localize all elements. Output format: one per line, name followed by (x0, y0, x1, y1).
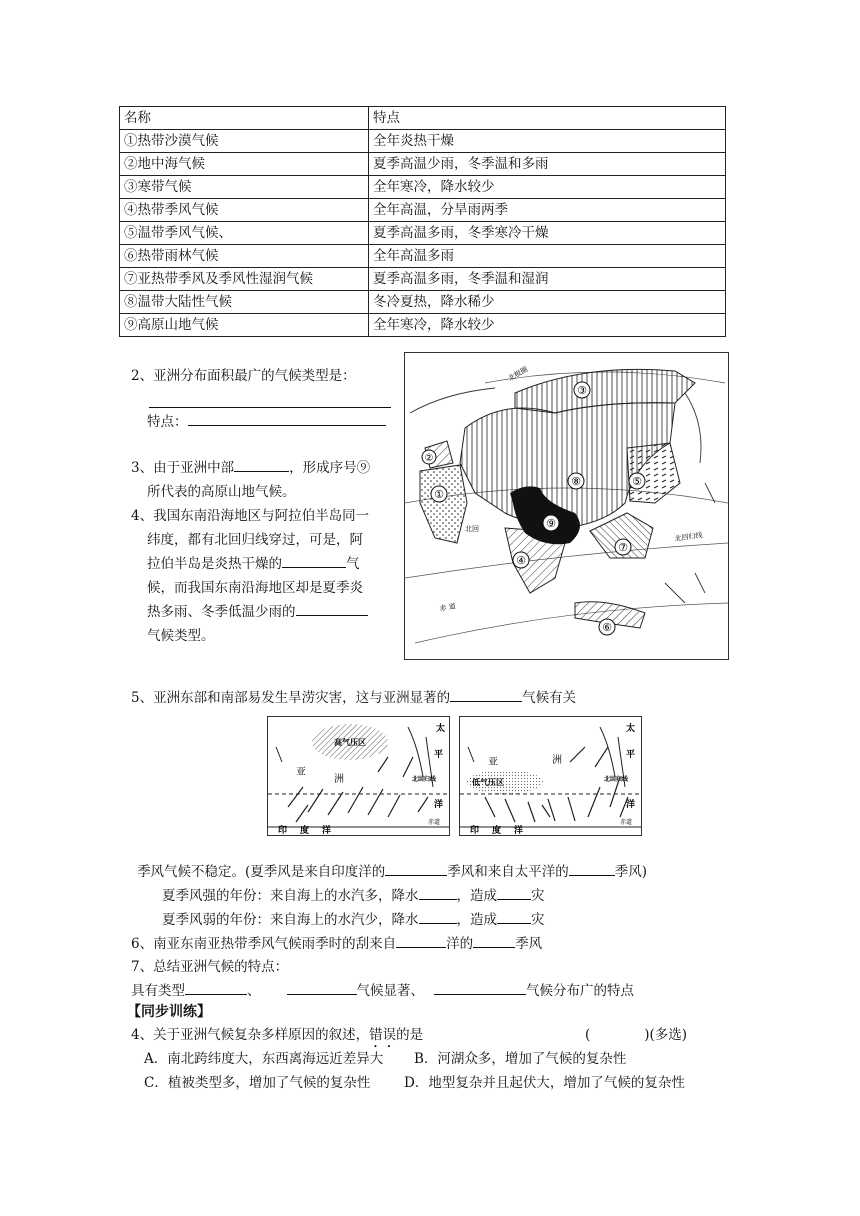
climate-feature: 全年高温，分旱雨两季 (369, 199, 726, 222)
strong-blank-2[interactable] (497, 885, 531, 900)
table-header-row (120, 107, 726, 130)
q6-text-b: 洋的 (446, 936, 474, 952)
summer-asia-b: 洲 (552, 755, 562, 766)
label-cold: ③ (577, 384, 587, 397)
mc-option-a[interactable]: A．南北跨纬度大，东西离海远近差异大 (144, 1051, 384, 1067)
q4-blank-2[interactable] (296, 601, 368, 616)
winter-asia-a: 亚 (296, 767, 306, 778)
mc-stem-emph: 错误 (369, 1027, 397, 1043)
asia-climate-map-svg (405, 353, 728, 659)
summer-pac-b: 平 (626, 750, 636, 760)
summer-asia-a: 亚 (488, 757, 498, 768)
q7-text-b: 、 (247, 983, 261, 999)
q2-feature-blank[interactable] (188, 411, 386, 426)
climate-name: ②地中海气候 (120, 153, 369, 176)
climate-name: ⑦亚热带季风及季风性湿润气候 (120, 268, 369, 291)
table-row (120, 245, 726, 268)
q2-feature-label: 特点： (147, 414, 188, 430)
q7-title: 7、总结亚洲气候的特点： (131, 959, 289, 975)
equator-label: 赤 道 (438, 602, 457, 613)
asia-climate-map (404, 352, 729, 660)
q7-line (131, 980, 634, 1002)
weak-text-c: 灾 (531, 912, 545, 928)
climate-feature: 全年高温多雨 (369, 245, 726, 268)
weak-text-a: 夏季风弱的年份：来自海上的水汽少，降水 (162, 912, 419, 928)
strong-text-c: 灾 (531, 888, 545, 904)
winter-ocean-a: 印 (278, 826, 288, 835)
monsoon-text-a: 季风气候不稳定。(夏季风是来自印度洋的 (137, 864, 386, 880)
monsoon-weak-line (162, 909, 545, 931)
label-temperate-monsoon: ⑤ (632, 475, 642, 488)
monsoon-blank-1[interactable] (385, 861, 447, 876)
winter-ocean-b: 度 (300, 826, 310, 835)
q4-line3 (147, 553, 360, 575)
monsoon-text-c: 季风) (614, 864, 648, 880)
table-row (120, 291, 726, 314)
summer-ocean-c: 洋 (514, 826, 524, 835)
q4-text-b: 气 (346, 556, 360, 572)
mc-stem-b: 的是 (396, 1027, 424, 1043)
mc-option-b[interactable]: B．河湖众多，增加了气候的复杂性 (414, 1051, 627, 1067)
monsoon-strong-line (162, 885, 545, 907)
weak-text-b: ，造成 (456, 912, 497, 928)
winter-asia-b: 洲 (334, 774, 344, 785)
climate-name: ⑤温带季风气候、 (120, 222, 369, 245)
climate-feature: 夏季高温少雨，冬季温和多雨 (369, 153, 726, 176)
label-tropical-monsoon: ④ (516, 554, 526, 567)
winter-pac-b: 平 (434, 750, 444, 760)
header-name: 名称 (120, 107, 369, 130)
winter-monsoon-map (267, 716, 450, 836)
q7-blank-1[interactable] (185, 980, 247, 995)
label-subtropical: ⑦ (618, 541, 628, 554)
q4-line4: 候，而我国东南沿海地区却是夏季炎 (147, 580, 363, 596)
climate-table (119, 106, 726, 337)
label-plateau: ⑨ (546, 517, 556, 530)
climate-name: ⑨高原山地气候 (120, 314, 369, 337)
q6-blank-1[interactable] (396, 933, 446, 948)
winter-monsoon-svg (268, 717, 449, 835)
q4-text-c: 热多雨、冬季低温少雨的 (147, 604, 296, 620)
table-row (120, 314, 726, 337)
summer-monsoon-svg (460, 717, 641, 835)
summer-equator: 赤道 (620, 819, 633, 826)
monsoon-line1 (137, 861, 647, 883)
climate-feature: 夏季高温多雨，冬季温和湿润 (369, 268, 726, 291)
header-feature: 特点 (369, 107, 726, 130)
climate-feature: 冬冷夏热，降水稀少 (369, 291, 726, 314)
q2-text: 2、亚洲分布面积最广的气候类型是： (131, 368, 356, 384)
q3-line2: 所代表的高原山地气候。 (147, 484, 296, 500)
climate-feature: 全年寒冷，降水较少 (369, 314, 726, 337)
mc-option-c[interactable]: C．植被类型多，增加了气候的复杂性 (144, 1075, 371, 1091)
q7-text-a: 具有类型 (131, 983, 185, 999)
q4-line2: 纬度，都有北回归线穿过，可是，阿 (147, 532, 363, 548)
winter-high-label: 高气压区 (334, 738, 366, 747)
summer-monsoon-map (459, 716, 642, 836)
section-title: 【同步训练】 (127, 1004, 211, 1020)
q4-line6: 气候类型。 (147, 628, 215, 644)
q5-text-b: 气候有关 (522, 690, 577, 706)
q2-feature-row (147, 411, 386, 433)
summer-low-label: 低气压区 (472, 778, 504, 787)
q3-text-b: ，形成序号⑨ (289, 460, 371, 476)
monsoon-blank-2[interactable] (569, 861, 615, 876)
weak-blank-1[interactable] (419, 909, 457, 924)
table-row (120, 222, 726, 245)
q5-text-a: 5、亚洲东部和南部易发生旱涝灾害，这与亚洲显著的 (131, 690, 451, 706)
q3-line1 (131, 457, 370, 479)
q7-text-d: 气候分布广的特点 (526, 983, 634, 999)
strong-text-b: ，造成 (456, 888, 497, 904)
climate-feature: 全年寒冷，降水较少 (369, 176, 726, 199)
q7-text-c: 气候显著、 (356, 983, 424, 999)
q3-text-a: 3、由于亚洲中部 (131, 460, 235, 476)
climate-name: ③寒带气候 (120, 176, 369, 199)
q6-text-c: 季风 (515, 936, 543, 952)
winter-pac-c: 洋 (434, 800, 444, 810)
mc-stem-a: 4、关于亚洲气候复杂多样原因的叙述， (131, 1027, 370, 1043)
q4-line1: 4、我国东南沿海地区与阿拉伯半岛同一 (131, 508, 370, 524)
table-row (120, 199, 726, 222)
q6-blank-2[interactable] (473, 933, 515, 948)
tropic-label: 北回归线 (674, 531, 704, 543)
mc-stem (131, 1024, 423, 1051)
label-temperate-continental: ⑧ (571, 475, 581, 488)
climate-feature: 夏季高温多雨，冬季寒冷干燥 (369, 222, 726, 245)
label-mediterranean: ② (424, 453, 434, 464)
q6-line (131, 933, 542, 955)
q4-line5 (147, 601, 368, 623)
winter-pac-a: 太 (436, 724, 446, 734)
climate-name: ④热带季风气候 (120, 199, 369, 222)
climate-name: ⑥热带雨林气候 (120, 245, 369, 268)
climate-name: ⑧温带大陆性气候 (120, 291, 369, 314)
table-row (120, 176, 726, 199)
q3-blank[interactable] (234, 457, 289, 472)
q5-line (131, 687, 576, 709)
summer-tropic: 北回归线 (604, 776, 629, 783)
table-row (120, 130, 726, 153)
q5-blank[interactable] (450, 687, 522, 702)
winter-tropic: 北回归线 (412, 776, 437, 783)
q7-blank-2[interactable] (287, 980, 357, 995)
climate-name: ①热带沙漠气候 (120, 130, 369, 153)
q7-blank-3[interactable] (434, 980, 526, 995)
monsoon-text-b: 季风和来自太平洋的 (447, 864, 569, 880)
table-row (120, 268, 726, 291)
climate-feature: 全年炎热干燥 (369, 130, 726, 153)
summer-ocean-a: 印 (470, 826, 480, 835)
tropic-label-west: 北回 (465, 525, 479, 533)
winter-equator: 赤道 (428, 819, 441, 826)
table-row (120, 153, 726, 176)
q4-blank-1[interactable] (282, 553, 346, 568)
summer-pac-c: 洋 (626, 800, 636, 810)
q4-text-a: 拉伯半岛是炎热干燥的 (147, 556, 282, 572)
mc-option-d[interactable]: D．地型复杂并且起伏大，增加了气候的复杂性 (404, 1075, 685, 1091)
winter-ocean-c: 洋 (322, 826, 332, 835)
label-rainforest: ⑥ (602, 621, 612, 634)
summer-ocean-b: 度 (492, 826, 502, 835)
arctic-label: 北极圈 (507, 365, 530, 383)
mc-paren[interactable]: ( )(多选) (585, 1027, 688, 1043)
summer-pac-a: 太 (626, 724, 636, 734)
label-desert: ① (434, 488, 444, 501)
weak-blank-2[interactable] (497, 909, 531, 924)
strong-text-a: 夏季风强的年份：来自海上的水汽多，降水 (162, 888, 419, 904)
q6-text-a: 6、南亚东南亚热带季风气候雨季时的刮来自 (131, 936, 397, 952)
strong-blank-1[interactable] (419, 885, 457, 900)
